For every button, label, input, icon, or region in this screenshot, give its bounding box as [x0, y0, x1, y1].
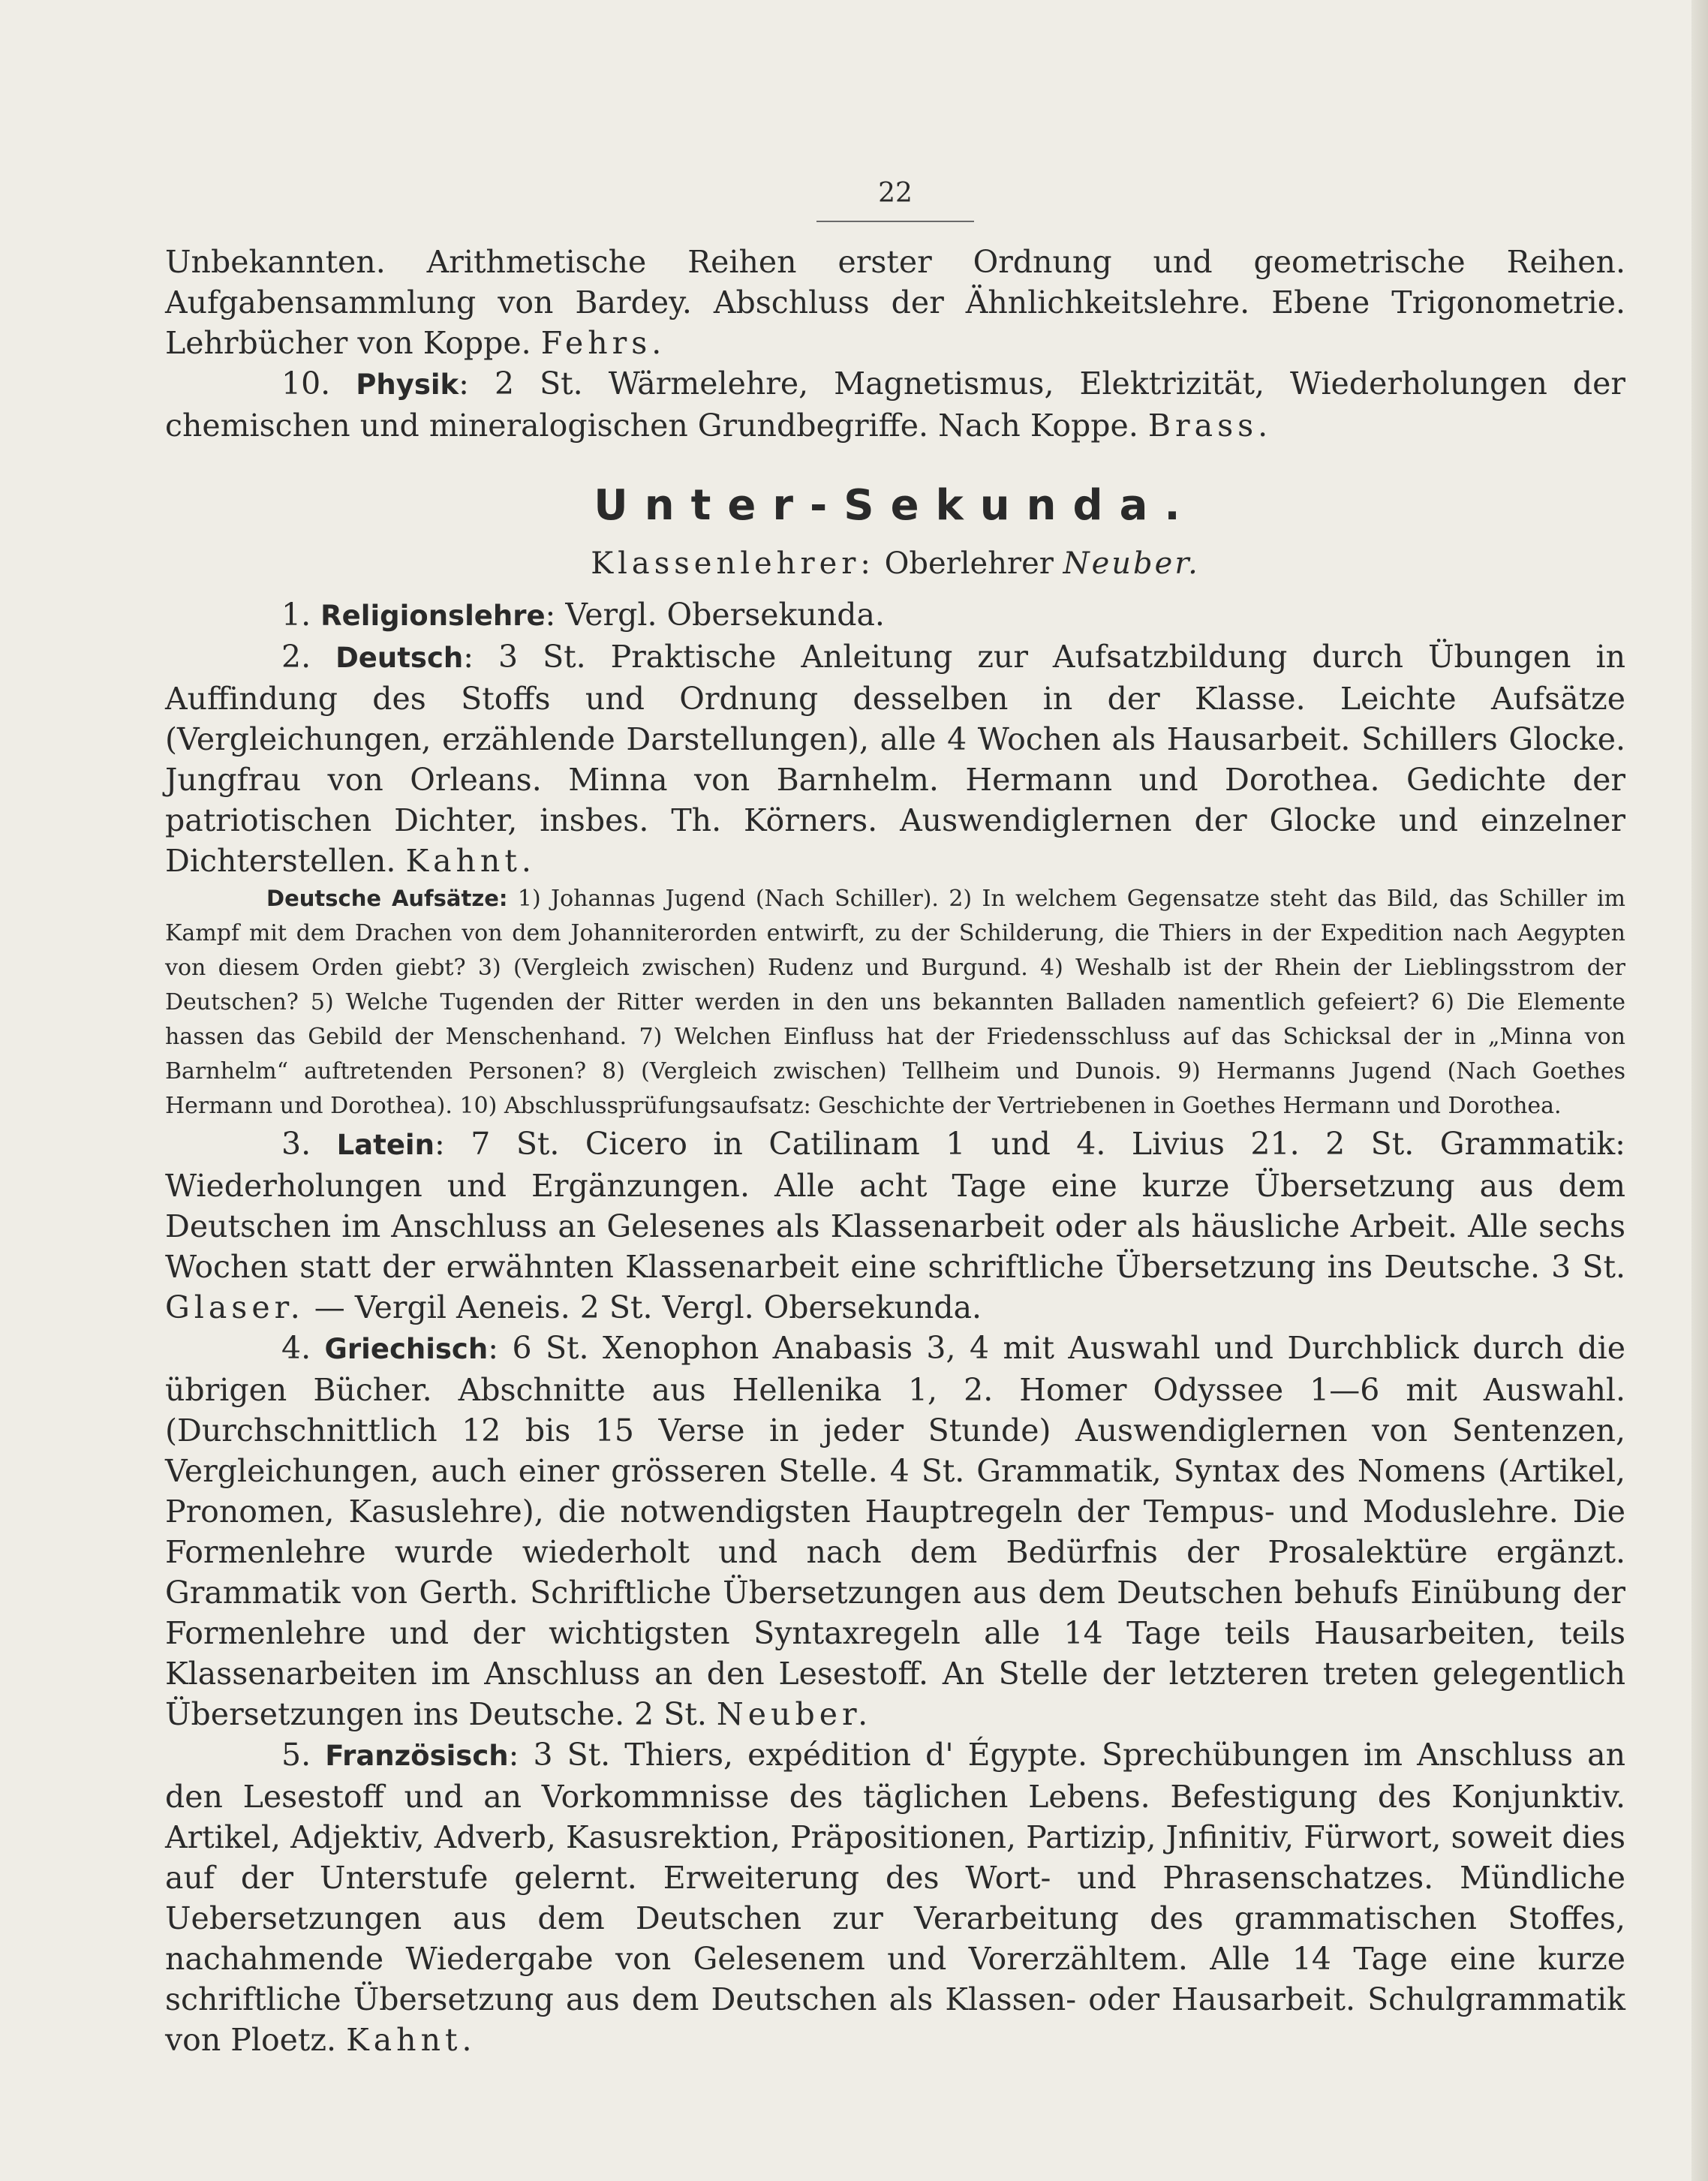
paragraph-essays	[165, 881, 1625, 1124]
subject-number: 2.	[281, 639, 311, 675]
subject-number: 4.	[281, 1330, 311, 1366]
page-edge	[1691, 0, 1708, 2181]
intro-teacher: Fehrs.	[540, 325, 666, 361]
subject-name-religionslehre: Religionslehre	[320, 600, 546, 632]
paragraph-intro	[165, 242, 1625, 363]
subject-name-franzoesisch: Französisch	[325, 1740, 509, 1772]
essays-text: 1) Johannas Jugend (Nach Schiller). 2) In welchem Gegensatze steht das Bild, das Schiller im Kampf mit dem Drachen von dem Johanniterorden entwirft, zu der Schilderung, die Thiers in der Expedition nach Aegypten von diesem Orden giebt? 3) (Vergleich zwischen) Rudenz und Burgund. 4) Weshalb ist der Rhein der Lieblingsstrom der Deutschen? 5) Welche Tugenden der Ritter werden in den uns bekannten Balladen namentlich gefeiert? 6) Die Elemente hassen das Gebild der Menschenhand. 7) Welchen Einfluss hat der Friedensschluss auf das Schicksal der in „Minna von Barnhelm“ auftretenden Personen? 8) (Vergleich zwischen) Tellheim und Dunois. 9) Hermanns Jugend (Nach Goethes Hermann und Dorothea). 10) Abschlussprüfungsaufsatz: Geschichte der Vertriebenen in Goethes Hermann und Dorothea.	[165, 886, 1626, 1119]
subject-number: 10.	[281, 366, 331, 402]
subject-name-deutsch: Deutsch	[335, 642, 464, 674]
class-teacher-label: Klassenlehrer:	[591, 546, 875, 581]
paragraph-deutsch	[165, 636, 1625, 881]
subject-teacher: Neuber.	[716, 1696, 873, 1732]
subject-text: : Vergl. Obersekunda.	[545, 597, 885, 633]
subject-text: : 7 St. Cicero in Catilinam 1 und 4. Livius 21. 2 St. Grammatik: Wiederholungen und Ergänzungen. Alle acht Tage eine kurze Übersetzung aus dem Deutschen im Anschluss an Gelesenes als Klassenarbeit oder als häusliche Arbeit. Alle sechs Wochen statt der erwähnten Klassenarbeit eine schriftliche Übersetzung ins Deutsche. 3 St.	[165, 1126, 1625, 1285]
essays-label: Deutsche Aufsätze:	[266, 886, 508, 911]
subject-text: : 6 St. Xenophon Anabasis 3, 4 mit Auswahl und Durchblick durch die übrigen Bücher. Abschnitte aus Hellenika 1, 2. Homer Odyssee 1—6 mit Auswahl. (Durchschnittlich 12 bis 15 Verse in jeder Stunde) Auswendiglernen von Sentenzen, Vergleichungen, auch einer grösseren Stelle. 4 St. Grammatik, Syntax des Nomens (Artikel, Pronomen, Kasuslehre), die notwendigsten Hauptregeln der Tempus- und Moduslehre. Die Formenlehre wurde wiederholt und nach dem Bedürfnis der Prosalektüre ergänzt. Grammatik von Gerth. Schriftliche Übersetzungen aus dem Deutschen behufs Einübung der Formenlehre und der wichtigsten Syntaxregeln alle 14 Tage teils Hausarbeiten, teils Klassenarbeiten im Anschluss an den Lesestoff. An Stelle der letzteren treten gelegentlich Übersetzungen ins Deutsche. 2 St.	[165, 1330, 1625, 1732]
subject-teacher: Kahnt.	[405, 843, 536, 879]
subject-teacher: Brass.	[1147, 408, 1273, 444]
subject-number: 3.	[281, 1126, 311, 1162]
class-teacher-name: Neuber.	[1063, 546, 1200, 581]
section-title: Unter-Sekunda.	[594, 481, 1197, 530]
subject-text: : 2 St. Wärmelehre, Magnetismus, Elektrizität, Wiederholungen der chemischen und mineralogischen Grundbegriffe. Nach Koppe.	[165, 366, 1625, 444]
document-page	[165, 180, 1625, 2060]
subject-name-physik: Physik	[356, 369, 459, 401]
page-number: 22	[816, 180, 974, 222]
subject-name-latein: Latein	[336, 1129, 435, 1161]
paragraph-griechisch	[165, 1328, 1625, 1734]
class-teacher-rank: Oberlehrer	[884, 546, 1054, 581]
subject-text: : 3 St. Praktische Anleitung zur Aufsatzbildung durch Übungen in Auffindung des Stoffs und Ordnung desselben in der Klasse. Leichte Aufsätze (Vergleichungen, erzählende Darstellungen), alle 4 Wochen als Hausarbeit. Schillers Glocke. Jungfrau von Orleans. Minna von Barnhelm. Hermann und Dorothea. Gedichte der patriotischen Dichter, insbes. Th. Körners. Auswendiglernen der Glocke und einzelner Dichterstellen.	[165, 639, 1625, 879]
paragraph-franzoesisch	[165, 1734, 1625, 2060]
intro-text: Unbekannten. Arithmetische Reihen erster Ordnung und geometrische Reihen. Aufgabensammlung von Bardey. Abschluss der Ähnlichkeitslehre. Ebene Trigonometrie. Lehrbücher von Koppe.	[165, 244, 1625, 361]
subject-teacher: Kahnt.	[346, 2022, 477, 2058]
paragraph-latein	[165, 1124, 1625, 1328]
paragraph-religionslehre	[165, 594, 1625, 636]
subject-name-griechisch: Griechisch	[324, 1333, 489, 1365]
subject-number: 5.	[281, 1737, 311, 1773]
paragraph-physik	[165, 363, 1625, 446]
subject-text: : 3 St. Thiers, expédition d' Égypte. Sprechübungen im Anschluss an den Lesestoff und an Vorkommnisse des täglichen Lebens. Befestigung des Konjunktiv. Artikel, Adjektiv, Adverb, Kasusrektion, Präpositionen, Partizip, Jnfinitiv, Fürwort, soweit dies auf der Unterstufe gelernt. Erweiterung des Wort- und Phrasenschatzes. Mündliche Uebersetzungen aus dem Deutschen zur Verarbeitung des grammatischen Stoffes, nachahmende Wiedergabe von Gelesenem und Vorerzähltem. Alle 14 Tage eine kurze schriftliche Übersetzung aus dem Deutschen als Klassen- oder Hausarbeit. Schulgrammatik von Ploetz.	[165, 1737, 1625, 2058]
subject-teacher: Glaser.	[165, 1289, 305, 1325]
subject-text-2: — Vergil Aeneis. 2 St. Vergl. Obersekunda.	[304, 1289, 982, 1325]
subject-number: 1.	[281, 597, 311, 633]
class-teacher-line	[165, 543, 1625, 584]
